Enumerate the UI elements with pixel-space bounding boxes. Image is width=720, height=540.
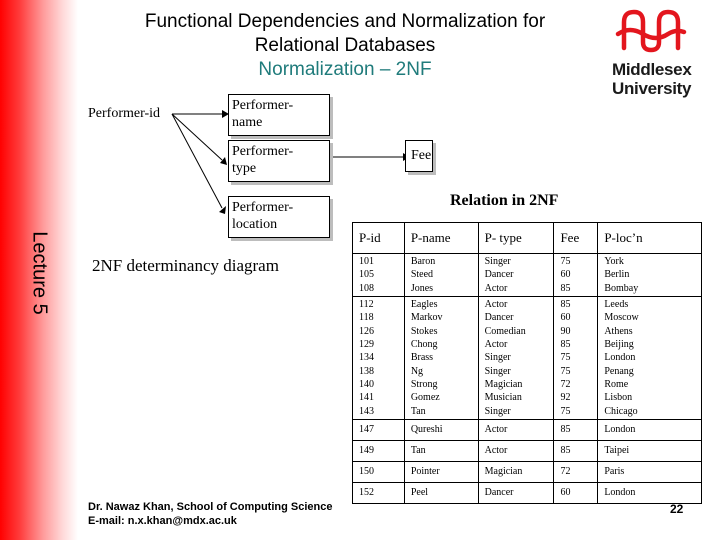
table-cell-pid [353,420,405,441]
attribute-box-location [228,196,330,238]
table-cell-pname [404,441,478,462]
table-cell-pid [353,441,405,462]
cell-value: Dancer [484,487,514,499]
column-header-ploc: P-loc’n [598,223,702,254]
table-header-row [353,223,702,254]
table-cell-fee [554,420,598,441]
cell-value: Rome [604,378,629,390]
attribute-box-type [228,140,330,182]
cell-value: 72 [560,378,571,390]
page-number: 22 [670,502,684,516]
column-header-ptype: P- type [478,223,554,254]
cell-value: Penang [604,365,634,377]
table-row [353,441,702,462]
cell-value: Eagles [410,299,438,311]
cell-value: 101 [359,256,374,268]
table-row [353,420,702,441]
cell-value: London [604,352,636,364]
cell-value: 152 [359,487,374,499]
cell-value: Singer [484,365,511,377]
cell-value: 75 [560,405,571,417]
attribute-type-line-1: Performer- [232,144,294,159]
diagram-caption: 2NF determinancy diagram [92,256,279,275]
cell-value: 134 [359,352,374,364]
cell-value: Actor [484,339,508,351]
cell-value: Leeds [604,299,629,311]
table-cell-fee [554,483,598,504]
table-cell-pid [353,297,405,420]
cell-value: 85 [560,445,571,457]
attribute-name-line-1: Performer- [232,98,294,113]
cell-value: Steed [410,269,434,281]
lecture-label [14,218,64,328]
cell-value: Gomez [410,392,440,404]
cell-value: Actor [484,299,508,311]
lecture-label-text: Lecture 5 [28,231,51,315]
cell-value: 108 [359,282,374,294]
cell-value: 60 [560,312,571,324]
cell-value: Actor [484,445,508,457]
cell-value: Lisbon [604,392,633,404]
cell-value: Comedian [484,325,526,337]
table-cell-ploc [598,462,702,483]
table-cell-ploc [598,441,702,462]
cell-value: Athens [604,325,633,337]
slide-title [100,10,590,82]
cell-value: 75 [560,352,571,364]
attribute-box-name [228,94,330,136]
cell-value: 138 [359,365,374,377]
cell-value: Beijing [604,339,634,351]
cell-value: 92 [560,392,571,404]
table-cell-pname [404,297,478,420]
table-cell-ploc [598,483,702,504]
cell-value: Dancer [484,312,514,324]
column-header-pname: P-name [404,223,478,254]
table-cell-ptype [478,483,554,504]
cell-value: 85 [560,339,571,351]
table-cell-ptype [478,254,554,297]
cell-value: Berlin [604,269,630,281]
cell-value: 141 [359,392,374,404]
cell-value: Baron [410,256,436,268]
cell-value: Musician [484,392,522,404]
cell-value: Jones [410,282,434,294]
cell-value: Stokes [410,325,438,337]
table-row [353,462,702,483]
relation-heading: Relation in 2NF [450,192,559,209]
cell-value: London [604,424,636,436]
cell-value: 112 [359,299,374,311]
cell-value: 147 [359,424,374,436]
cell-value: 118 [359,312,374,324]
university-name-line-2: University [612,79,692,98]
table-cell-pid [353,483,405,504]
cell-value: 90 [560,325,571,337]
title-line-1: Functional Dependencies and Normalization for [144,11,546,32]
table-cell-ptype [478,441,554,462]
cell-value: Dancer [484,269,514,281]
attribute-location-line-2: location [232,217,278,232]
attribute-type-line-2: type [232,161,257,176]
cell-value: Tan [410,445,426,457]
table-cell-fee [554,254,598,297]
footer-author [88,500,332,528]
cell-value: Tan [410,405,426,417]
cell-value: Magician [484,466,523,478]
cell-value: 72 [560,466,571,478]
cell-value: 60 [560,487,571,499]
cell-value: Strong [410,378,438,390]
cell-value: Actor [484,424,508,436]
table-cell-pname [404,483,478,504]
attribute-box-fee [405,140,433,172]
cell-value: 140 [359,378,374,390]
cell-value: Singer [484,256,511,268]
cell-value: Singer [484,352,511,364]
cell-value: 60 [560,269,571,281]
cell-value: Ng [410,365,424,377]
table-row [353,254,702,297]
cell-value: Moscow [604,312,639,324]
column-header-fee: Fee [554,223,598,254]
attribute-location-line-1: Performer- [232,200,294,215]
table-cell-pname [404,254,478,297]
cell-value: York [604,256,624,268]
table-cell-ploc [598,297,702,420]
table-cell-ploc [598,254,702,297]
cell-value: Pointer [410,466,440,478]
table-cell-fee [554,462,598,483]
cell-value: Magician [484,378,523,390]
table-cell-pname [404,462,478,483]
cell-value: 85 [560,299,571,311]
table-row [353,483,702,504]
table-cell-fee [554,297,598,420]
cell-value: Chong [410,339,438,351]
cell-value: Actor [484,282,508,294]
cell-value: 75 [560,256,571,268]
cell-value: 105 [359,269,374,281]
cell-value: Chicago [604,405,638,417]
cell-value: 85 [560,282,571,294]
relation-table [352,222,702,504]
table-cell-pid [353,254,405,297]
cell-value: Taipei [604,445,630,457]
title-line-2: Relational Databases [254,35,436,56]
cell-value: 149 [359,445,374,457]
slide-subtitle: Normalization – 2NF [258,59,432,80]
cell-value: Bombay [604,282,639,294]
cell-value: Brass [410,352,434,364]
column-header-pid: P-id [353,223,405,254]
university-name-line-1: Middlesex [612,60,692,79]
cell-value: Paris [604,466,625,478]
cell-value: Markov [410,312,443,324]
table-cell-ptype [478,297,554,420]
cell-value: 143 [359,405,374,417]
table-cell-pname [404,420,478,441]
cell-value: 85 [560,424,571,436]
table-cell-ptype [478,420,554,441]
cell-value: 126 [359,325,374,337]
fee-label: Fee [411,148,432,163]
cell-value: Peel [410,487,429,499]
red-gradient-sidebar [0,0,78,540]
cell-value: 75 [560,365,571,377]
footer-line-1: Dr. Nawaz Khan, School of Computing Science [88,501,333,513]
cell-value: 129 [359,339,374,351]
table-cell-ptype [478,462,554,483]
university-name [612,60,712,98]
table-cell-fee [554,441,598,462]
attribute-name-line-2: name [232,115,263,130]
cell-value: 150 [359,466,374,478]
cell-value: Qureshi [410,424,443,436]
footer-line-2: E-mail: n.x.khan@mdx.ac.uk [88,515,237,527]
cell-value: London [604,487,636,499]
table-cell-pid [353,462,405,483]
cell-value: Singer [484,405,511,417]
table-cell-ploc [598,420,702,441]
key-attribute-performer-id: Performer-id [88,106,161,121]
table-row [353,297,702,420]
